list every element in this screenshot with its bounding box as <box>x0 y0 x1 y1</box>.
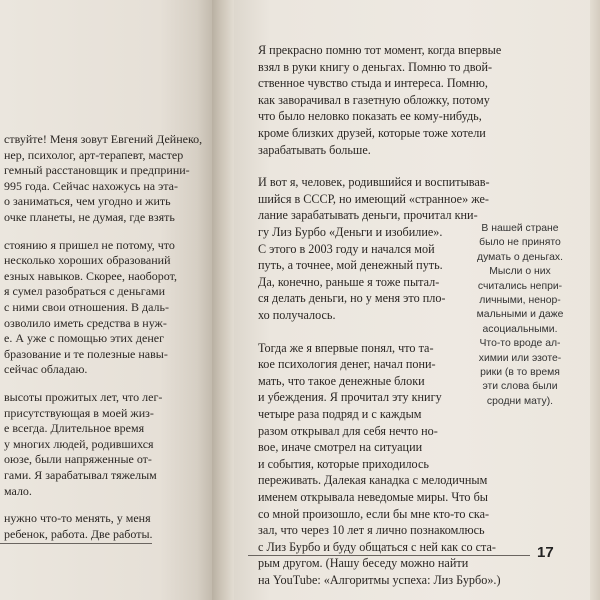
main-text-line: Тогда же я впервые понял, что та- <box>258 340 434 355</box>
left-page-footer-rule <box>0 543 152 544</box>
left-text-line: гами. Я зарабатывал тяжелым <box>4 468 157 482</box>
sidebar-text-line: асоциальными. <box>482 323 558 335</box>
left-text-line: нужно что-то менять, у меня <box>4 511 151 526</box>
sidebar-text-line: личными, ненор- <box>479 295 561 306</box>
main-text-line: со мной произошло, если бы мне кто-то ска- <box>258 506 490 521</box>
main-text-line: четыре раза подряд и с каждым <box>258 407 422 421</box>
main-text-line: лание зарабатывать деньги, прочитал кни- <box>258 208 478 223</box>
left-text-line: о заниматься, чем угодно и жить <box>4 194 171 209</box>
left-text-line: бразование и те полезные навы- <box>4 346 168 361</box>
main-text-line: кроме близких друзей, которые тоже хотели <box>258 126 486 140</box>
left-text-line: нер, психолог, арт-терапевт, мастер <box>4 147 184 162</box>
sidebar-text-line: было не принято <box>479 237 561 249</box>
main-text-line: вое, иначе смотрел на ситуации <box>258 440 423 455</box>
left-text-line: ствуйте! Меня зовут Евгений Дейнеко, <box>4 132 203 146</box>
main-text-line: именем открывала неведомые миры. Что бы <box>258 490 488 504</box>
left-text-line: е всегда. Длительное время <box>4 421 145 436</box>
left-text-line: я сумел разобраться с деньгами <box>4 284 166 299</box>
main-text-line: разом открывал для себя нечто но- <box>258 423 438 438</box>
main-text-line: ственное чувство стыда и интереса. Помню, <box>258 76 488 91</box>
left-text-line: несколько хороших образований <box>4 253 171 268</box>
left-text-line: присутствующая в моей жиз- <box>4 405 154 420</box>
left-text-line: гемный расстановщик и предприни- <box>4 163 190 178</box>
main-text-line: шийся в СССР, но имеющий «странное» же- <box>258 191 489 206</box>
sidebar-text-line: сродни мату). <box>486 395 554 407</box>
page-edge <box>590 0 600 600</box>
sidebar-text-line: Что-то вроде ал- <box>479 338 561 350</box>
left-text-line: очке планеты, не думая, где взять <box>4 210 175 224</box>
sidebar-text-line: В нашей стране <box>481 223 559 234</box>
main-text-line: рым другом. (Нашу беседу можно найти <box>258 556 469 571</box>
main-text-line: ся делать деньги, но у меня это пло- <box>258 291 446 306</box>
page-number: 17 <box>537 544 554 561</box>
left-text-line: 995 года. Сейчас нахожусь на эта- <box>4 178 178 193</box>
main-text-line: и убеждения. Я прочитал эту книгу <box>258 390 442 405</box>
main-text-line: С этого в 2003 году и начался мой <box>258 241 435 256</box>
left-text-line: мало. <box>4 483 32 498</box>
left-page <box>0 0 212 600</box>
main-text-line: взял в руки книгу о деньгах. Помню то двой- <box>258 59 493 74</box>
main-text-line: переживать. Далекая канадка с мелодичным <box>258 473 488 488</box>
main-text-line: путь, а точнее, мой денежный путь. <box>258 258 443 273</box>
left-text-line: высоты прожитых лет, что лег- <box>4 390 163 404</box>
main-text-line: гу Лиз Бурбо «Деньги и изобилие». <box>258 225 443 239</box>
left-text-line: озволило иметь средства в нуж- <box>4 315 167 330</box>
right-page <box>234 0 600 600</box>
left-text-line: е. А уже с помощью этих денег <box>4 331 165 346</box>
main-text-line: что было неловко показать ее кому-нибудь, <box>258 109 482 124</box>
main-text-line: И вот я, человек, родившийся и воспитывав- <box>258 175 490 190</box>
main-text-line: на YouTube: «Алгоритмы успеха: Лиз Бурбо».) <box>258 573 501 587</box>
sidebar-text-line: эти слова были <box>482 381 558 393</box>
sidebar-text-line: думать о деньгах. <box>477 251 563 263</box>
left-text-line: езных навыков. Скорее, наоборот, <box>4 268 177 283</box>
sidebar-text-line: рики (в то время <box>480 367 560 378</box>
sidebar-text-line: химии или эзоте- <box>478 352 562 364</box>
sidebar-text-line: считались непри- <box>477 280 563 292</box>
main-text-line: хо получалось. <box>258 308 336 322</box>
right-page-footer-rule <box>248 555 530 556</box>
main-text-line: с Лиз Бурбо и буду общаться с ней как со ста- <box>258 539 496 554</box>
left-text-line: у многих людей, родившихся <box>4 436 154 451</box>
sidebar-text-line: Мысли о них <box>489 266 551 278</box>
left-text-line: с ними свои отношения. В даль- <box>4 300 169 314</box>
left-text-line: стоянию я пришел не потому, что <box>4 237 175 252</box>
book-gutter <box>212 0 234 600</box>
sidebar-text-line: мальными и даже <box>476 309 564 321</box>
main-text-line: Да, конечно, раньше я тоже пытал- <box>258 274 440 289</box>
main-text-line: мать, что такое денежные блоки <box>258 373 425 388</box>
main-text-line: и события, которые приходилось <box>258 456 429 471</box>
left-text-line: сейчас обладаю. <box>4 362 88 377</box>
main-text-line: зарабатывать больше. <box>258 142 371 157</box>
left-text-line: ребенок, работа. Две работы. <box>4 526 153 541</box>
main-text-line: кое психология денег, начал пони- <box>258 357 436 372</box>
main-text-line: как заворачивал в газетную обложку, потому <box>258 92 490 107</box>
main-text-line: зал, что через 10 лет я лично познакомлюсь <box>258 523 485 538</box>
left-text-line: оюзе, были напряженные от- <box>4 452 152 467</box>
main-text-line: Я прекрасно помню тот момент, когда впервые <box>258 43 502 57</box>
